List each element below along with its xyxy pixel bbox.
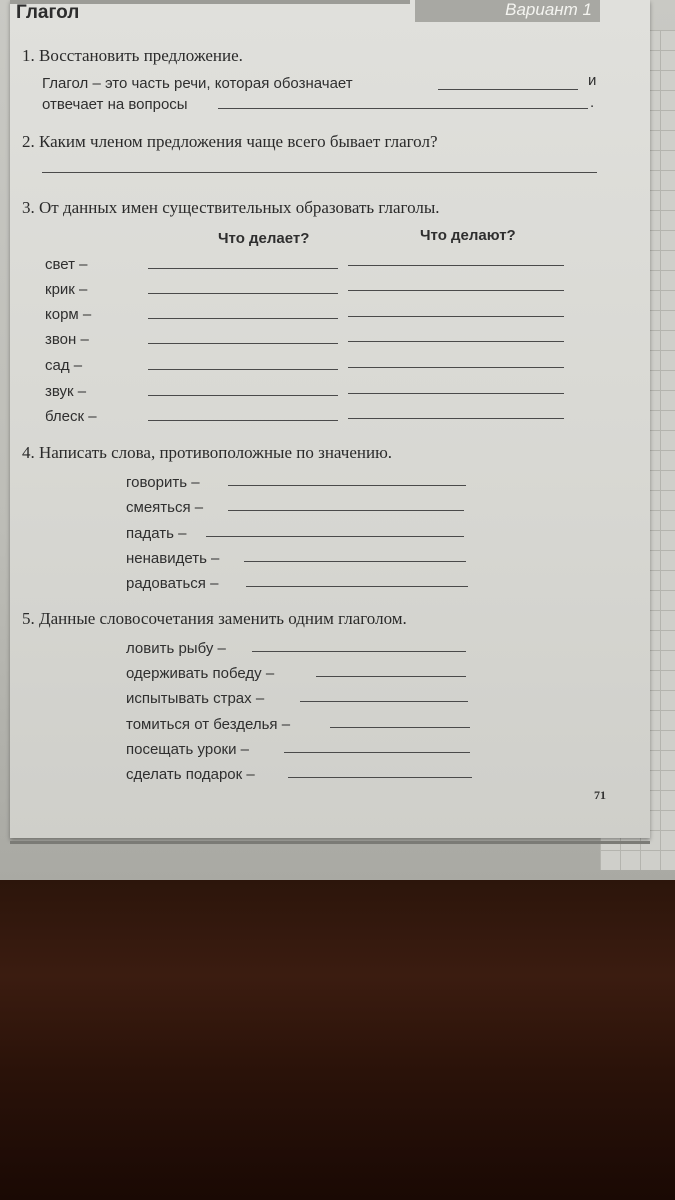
answer-line[interactable]	[148, 318, 338, 319]
task5-word: одерживать победу –	[126, 665, 275, 682]
answer-line[interactable]	[284, 752, 470, 753]
task3-word: сад –	[45, 357, 83, 374]
answer-line[interactable]	[148, 395, 338, 396]
table-surface	[0, 880, 675, 1200]
answer-line[interactable]	[246, 586, 468, 587]
task5-word: томиться от безделья –	[126, 716, 291, 733]
task3-word: блеск –	[45, 408, 97, 425]
answer-line[interactable]	[206, 536, 464, 537]
answer-line[interactable]	[348, 265, 564, 266]
answer-line[interactable]	[348, 367, 564, 368]
task1-line1: Глагол – это часть речи, которая обозначает	[42, 75, 353, 92]
column-header-1: Что делает?	[218, 230, 310, 247]
answer-line[interactable]	[244, 561, 466, 562]
task5-word: испытывать страх –	[126, 690, 265, 707]
task5-word: посещать уроки –	[126, 741, 249, 758]
worksheet-page	[10, 0, 650, 838]
answer-line[interactable]	[438, 89, 578, 90]
answer-line[interactable]	[148, 268, 338, 269]
page-number: 71	[594, 788, 606, 802]
variant-tab	[415, 0, 600, 22]
answer-line[interactable]	[228, 510, 464, 511]
answer-line[interactable]	[228, 485, 466, 486]
task3-word: звон –	[45, 331, 89, 348]
answer-line[interactable]	[348, 316, 564, 317]
answer-line[interactable]	[330, 727, 470, 728]
task2-title: 2. Каким членом предложения чаще всего бывает глагол?	[22, 132, 438, 151]
task4-word: ненавидеть –	[126, 550, 220, 567]
task1-line2: отвечает на вопросы	[42, 96, 188, 113]
answer-line[interactable]	[348, 418, 564, 419]
task3-word: крик –	[45, 281, 88, 298]
task1-title: 1. Восстановить предложение.	[22, 46, 243, 65]
answer-line[interactable]	[148, 369, 338, 370]
variant-label: Вариант 1	[505, 0, 592, 19]
task4-title: 4. Написать слова, противоположные по значению.	[22, 443, 393, 462]
task4-word: падать –	[126, 525, 187, 542]
task1-line1-end: и	[588, 72, 597, 89]
task5-word: ловить рыбу –	[126, 640, 226, 657]
answer-line[interactable]	[218, 108, 588, 109]
task4-word: смеяться –	[126, 499, 204, 516]
task3-word: звук –	[45, 383, 87, 400]
task4-word: радоваться –	[126, 575, 219, 592]
header-left	[10, 0, 410, 24]
task3-word: корм –	[45, 306, 92, 323]
task5-word: сделать подарок –	[126, 766, 255, 783]
answer-line[interactable]	[348, 341, 564, 342]
answer-line[interactable]	[316, 676, 466, 677]
task5-title: 5. Данные словосочетания заменить одним глаголом.	[22, 609, 407, 628]
column-header-2: Что делают?	[420, 227, 516, 244]
answer-line[interactable]	[348, 290, 564, 291]
task3-word: свет –	[45, 256, 88, 273]
task4-word: говорить –	[126, 474, 200, 491]
answer-line[interactable]	[42, 172, 597, 173]
answer-line[interactable]	[288, 777, 472, 778]
answer-line[interactable]	[148, 420, 338, 421]
answer-line[interactable]	[300, 701, 468, 702]
task1-line2-end: .	[590, 94, 595, 111]
answer-line[interactable]	[252, 651, 466, 652]
page-title: Глагол	[16, 2, 80, 23]
page-edge	[10, 841, 650, 844]
task3-title: 3. От данных имен существительных образовать глаголы.	[22, 198, 440, 217]
answer-line[interactable]	[148, 343, 338, 344]
answer-line[interactable]	[348, 393, 564, 394]
answer-line[interactable]	[148, 293, 338, 294]
